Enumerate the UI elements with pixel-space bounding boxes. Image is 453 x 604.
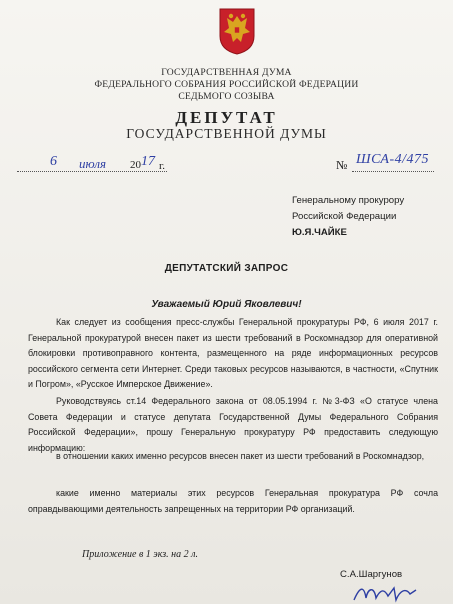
- date-underline: [17, 171, 167, 172]
- paragraph-text: Как следует из сообщения пресс-службы Генеральной прокуратуры РФ, 6 июля 2017 г. Генеральной прокуратурой внесен пакет из шести требований в Роскомнадзор для оперативной блокировки противоправного контента, размещенного на ряде информационных ресурсов российского сегмента сети Интернет. Среди таковых ресурсов называются, в частности, «Спутник и Погром», «Русское Имперское Движение».: [28, 317, 438, 389]
- paragraph-text: Руководствуясь ст.14 Федерального закона от 08.05.1994 г. №3-ФЗ «О статусе члена Совета Федерации и статусе депутата Государственной Думы Федерального Собрания Российской Федерации», прошу Генеральную прокуратуру РФ предоставить следующую информацию:: [28, 396, 438, 453]
- date-year-handwritten: 17: [141, 154, 155, 169]
- header-line-convocation: СЕДЬМОГО СОЗЫВА: [178, 91, 275, 102]
- date-day: 6: [50, 154, 57, 169]
- addressee-line-1: Генеральному прокурору: [292, 195, 405, 206]
- reference-underline: [352, 171, 434, 172]
- addressee-line-2: Российской Федерации: [292, 211, 397, 222]
- appendix-note: Приложение в 1 экз. на 2 л.: [82, 549, 198, 560]
- date-suffix: г.: [159, 160, 166, 172]
- reference-number: ШСА-4/475: [356, 152, 430, 167]
- body-paragraph: [28, 315, 438, 393]
- body-paragraph: [28, 394, 438, 456]
- deputy-title: ДЕПУТАТ: [175, 108, 278, 127]
- body-paragraph: [28, 486, 438, 517]
- header-line-duma: ГОСУДАРСТВЕННАЯ ДУМА: [161, 67, 292, 78]
- signer-name: С.А.Шаргунов: [340, 569, 403, 580]
- header-line-federal-assembly: ФЕДЕРАЛЬНОГО СОБРАНИЯ РОССИЙСКОЙ ФЕДЕРАЦИИ: [94, 79, 359, 90]
- coat-of-arms-icon: [217, 6, 257, 56]
- handwritten-signature: [350, 582, 420, 604]
- reference-prefix: №: [336, 158, 348, 172]
- body-paragraph: [28, 449, 438, 465]
- date-year-printed: 20: [130, 159, 141, 171]
- date-field: [17, 150, 227, 180]
- document-type-heading: ДЕПУТАТСКИЙ ЗАПРОС: [164, 263, 289, 274]
- greeting: Уважаемый Юрий Яковлевич!: [151, 299, 302, 310]
- deputy-subtitle: ГОСУДАРСТВЕННОЙ ДУМЫ: [126, 126, 327, 141]
- date-month: июля: [79, 156, 107, 171]
- paragraph-text: в отношении каких именно ресурсов внесен пакет из шести требований в Роскомнадзор,: [56, 451, 425, 461]
- addressee-name: Ю.Я.ЧАЙКЕ: [292, 227, 347, 238]
- paragraph-text: какие именно материалы этих ресурсов Генеральная прокуратура РФ сочла оправдывающими деятельность запрещенных на территории РФ организаций.: [28, 488, 438, 514]
